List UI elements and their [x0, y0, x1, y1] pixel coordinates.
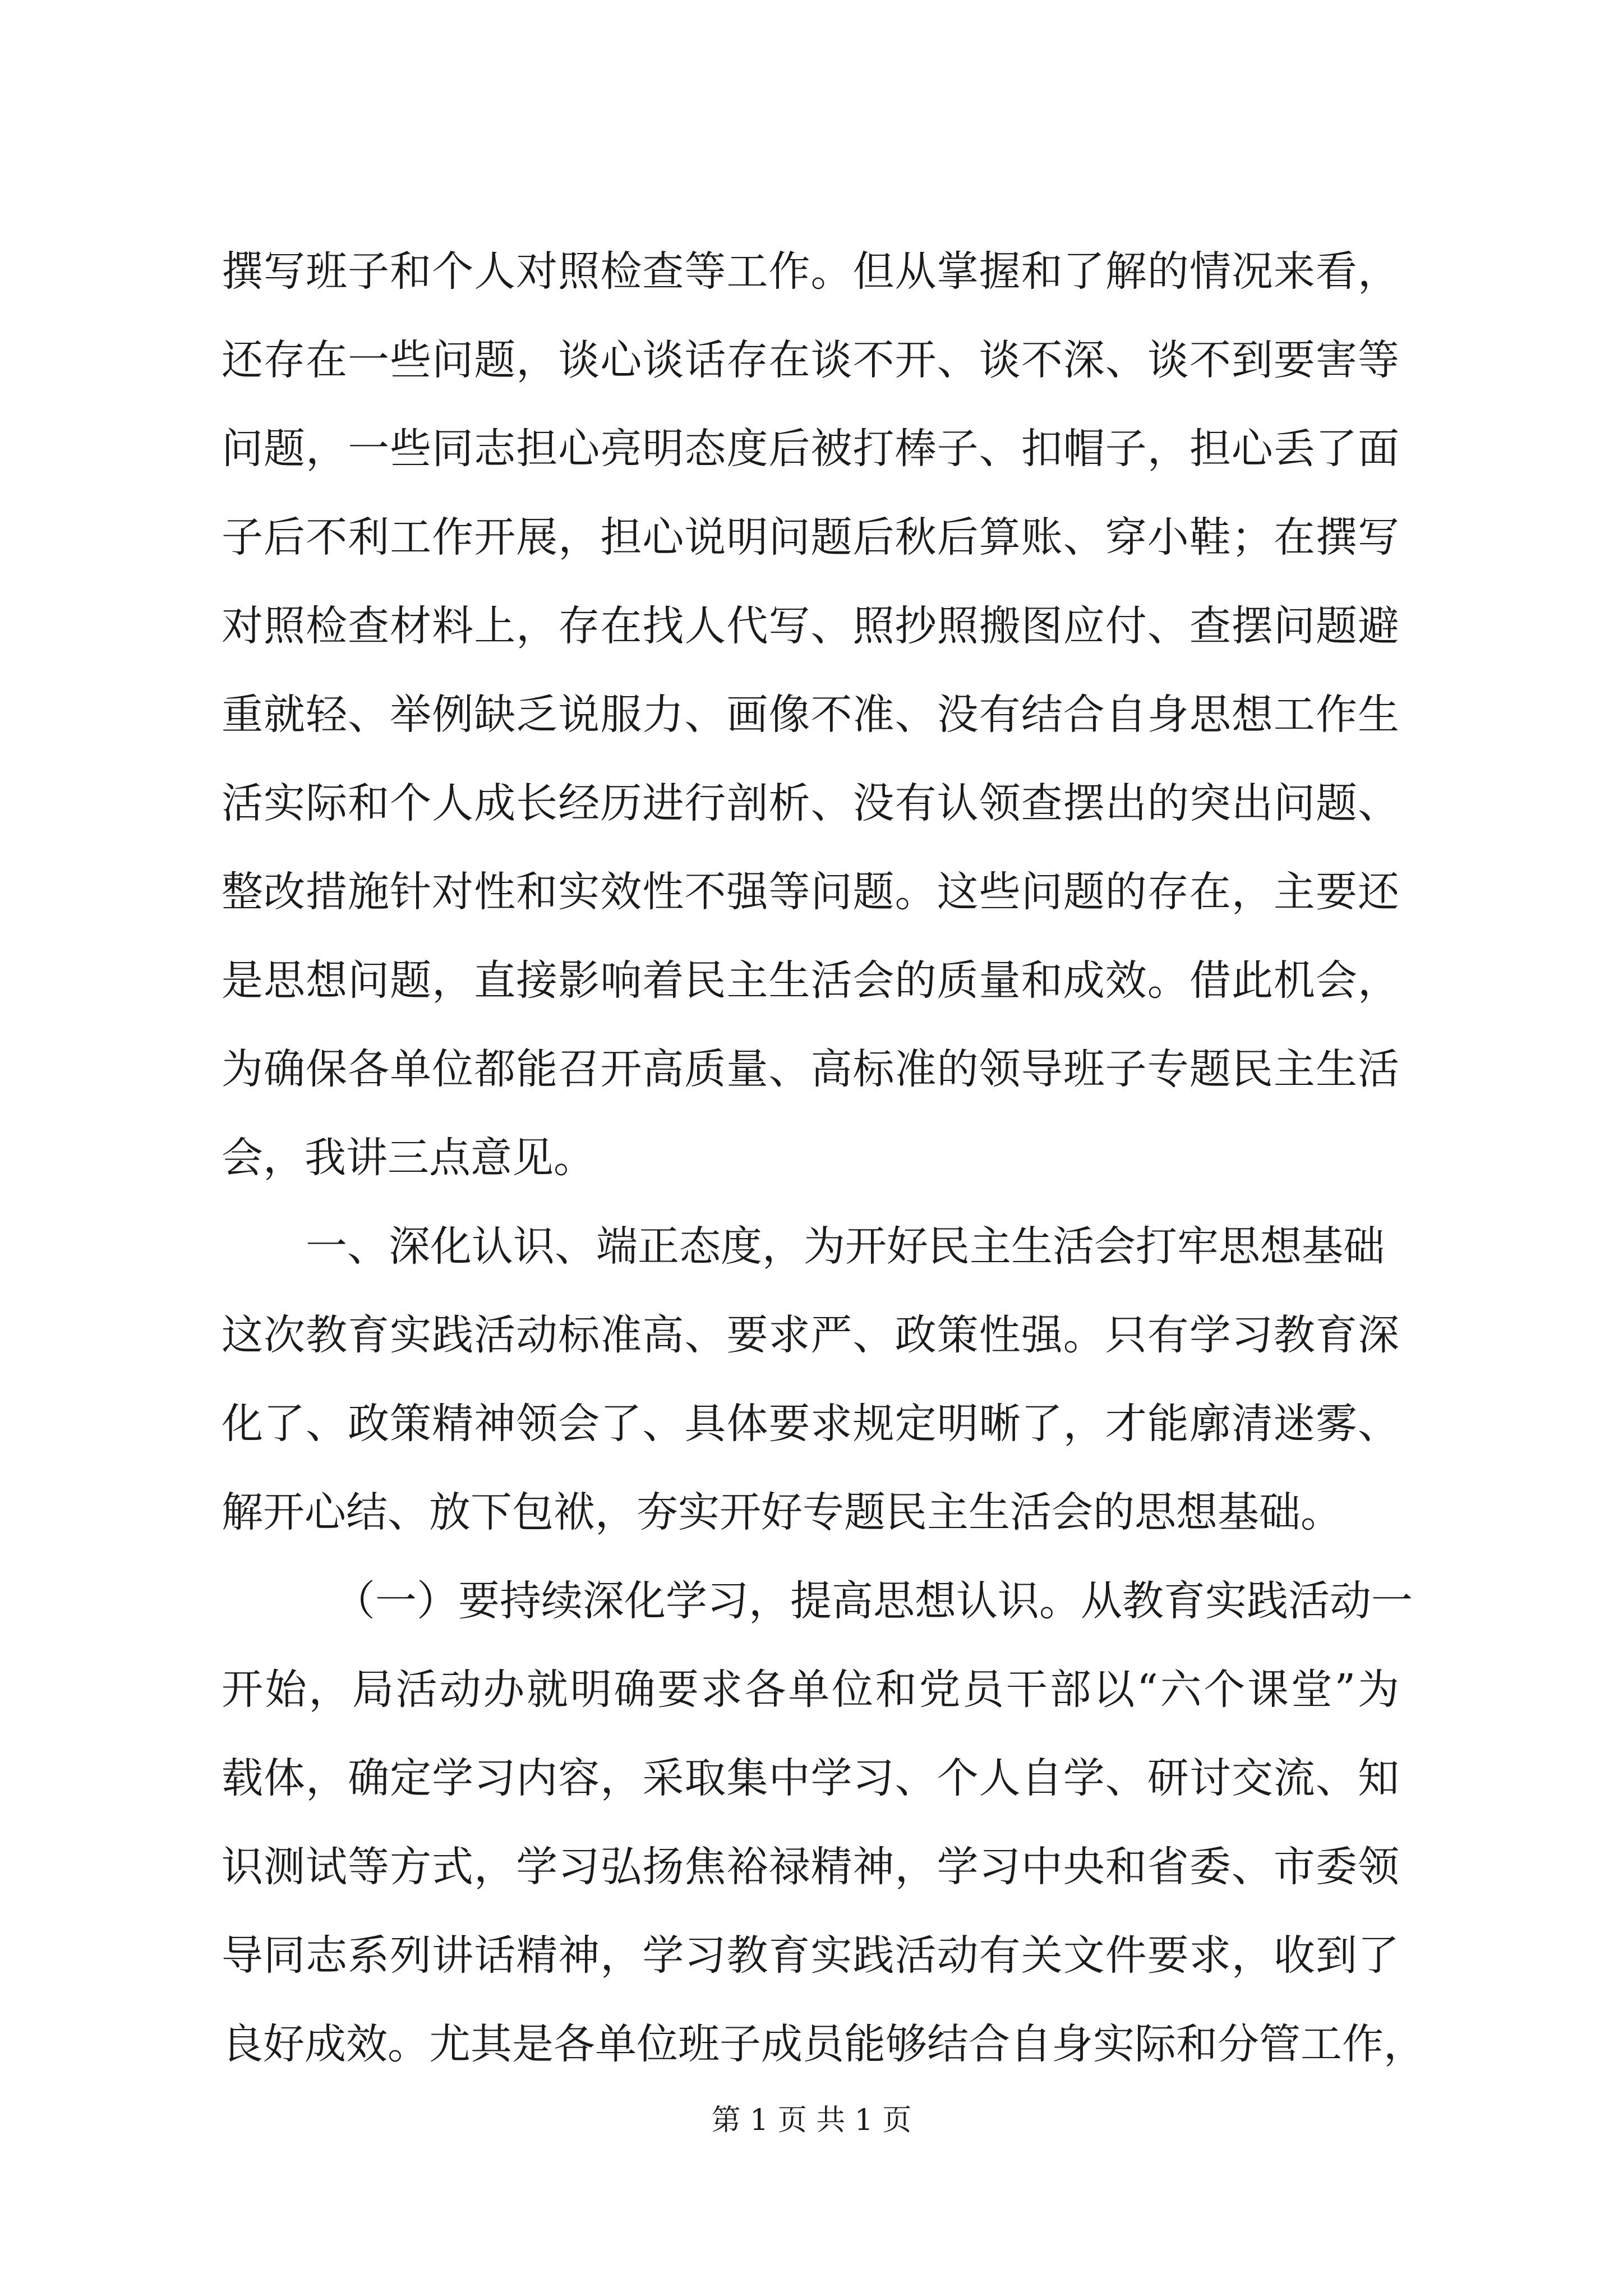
text-line: 导同志系列讲话精神，学习教育实践活动有关文件要求，收到了	[222, 1931, 1399, 1980]
text-line: 这次教育实践活动标准高、要求严、政策性强。只有学习教育深	[222, 1311, 1399, 1359]
text-line: 良好成效。尤其是各单位班子成员能够结合自身实际和分管工作，	[222, 2020, 1425, 2068]
text-line: 识测试等方式，学习弘扬焦裕禄精神，学习中央和省委、市委领	[222, 1843, 1399, 1891]
section-heading: 一、深化认识、端正态度，为开好民主生活会打牢思想基础	[306, 1222, 1385, 1271]
page-footer	[0, 2101, 1623, 2140]
text-line: 开始，局活动办就明确要求各单位和党员干部以“六个课堂”为	[222, 1665, 1399, 1714]
text-line: 子后不利工作开展，担心说明问题后秋后算账、穿小鞋；在撰写	[222, 513, 1399, 562]
text-line: 为确保各单位都能召开高质量、高标准的领导班子专题民主生活	[222, 1045, 1399, 1093]
text-line: 重就轻、举例缺乏说服力、画像不准、没有结合自身思想工作生	[222, 691, 1399, 739]
text-line: 撰写班子和个人对照检查等工作。但从掌握和了解的情况来看，	[222, 247, 1399, 296]
text-line: 整改措施针对性和实效性不强等问题。这些问题的存在，主要还	[222, 868, 1399, 916]
text-line: 问题，一些同志担心亮明态度后被打棒子、扣帽子，担心丢了面	[222, 425, 1399, 473]
text-line: 是思想问题，直接影响着民主生活会的质量和成效。借此机会，	[222, 956, 1399, 1005]
page-number-label: 第 1 页 共 1 页	[711, 2104, 912, 2137]
subsection-line: （一）要持续深化学习，提高思想认识。从教育实践活动一	[334, 1577, 1413, 1625]
document-body	[222, 227, 1425, 2088]
text-line: 会，我讲三点意见。	[222, 1134, 595, 1182]
text-line: 载体，确定学习内容，采取集中学习、个人自学、研讨交流、知	[222, 1754, 1399, 1802]
text-line: 对照检查材料上，存在找人代写、照抄照搬图应付、查摆问题避	[222, 602, 1399, 650]
text-line: 活实际和个人成长经历进行剖析、没有认领查摆出的突出问题、	[222, 779, 1399, 827]
text-line: 还存在一些问题，谈心谈话存在谈不开、谈不深、谈不到要害等	[222, 336, 1399, 384]
text-line: 解开心结、放下包袱，夯实开好专题民主生活会的思想基础。	[222, 1488, 1342, 1536]
text-line: 化了、政策精神领会了、具体要求规定明晰了，才能廓清迷雾、	[222, 1400, 1399, 1448]
